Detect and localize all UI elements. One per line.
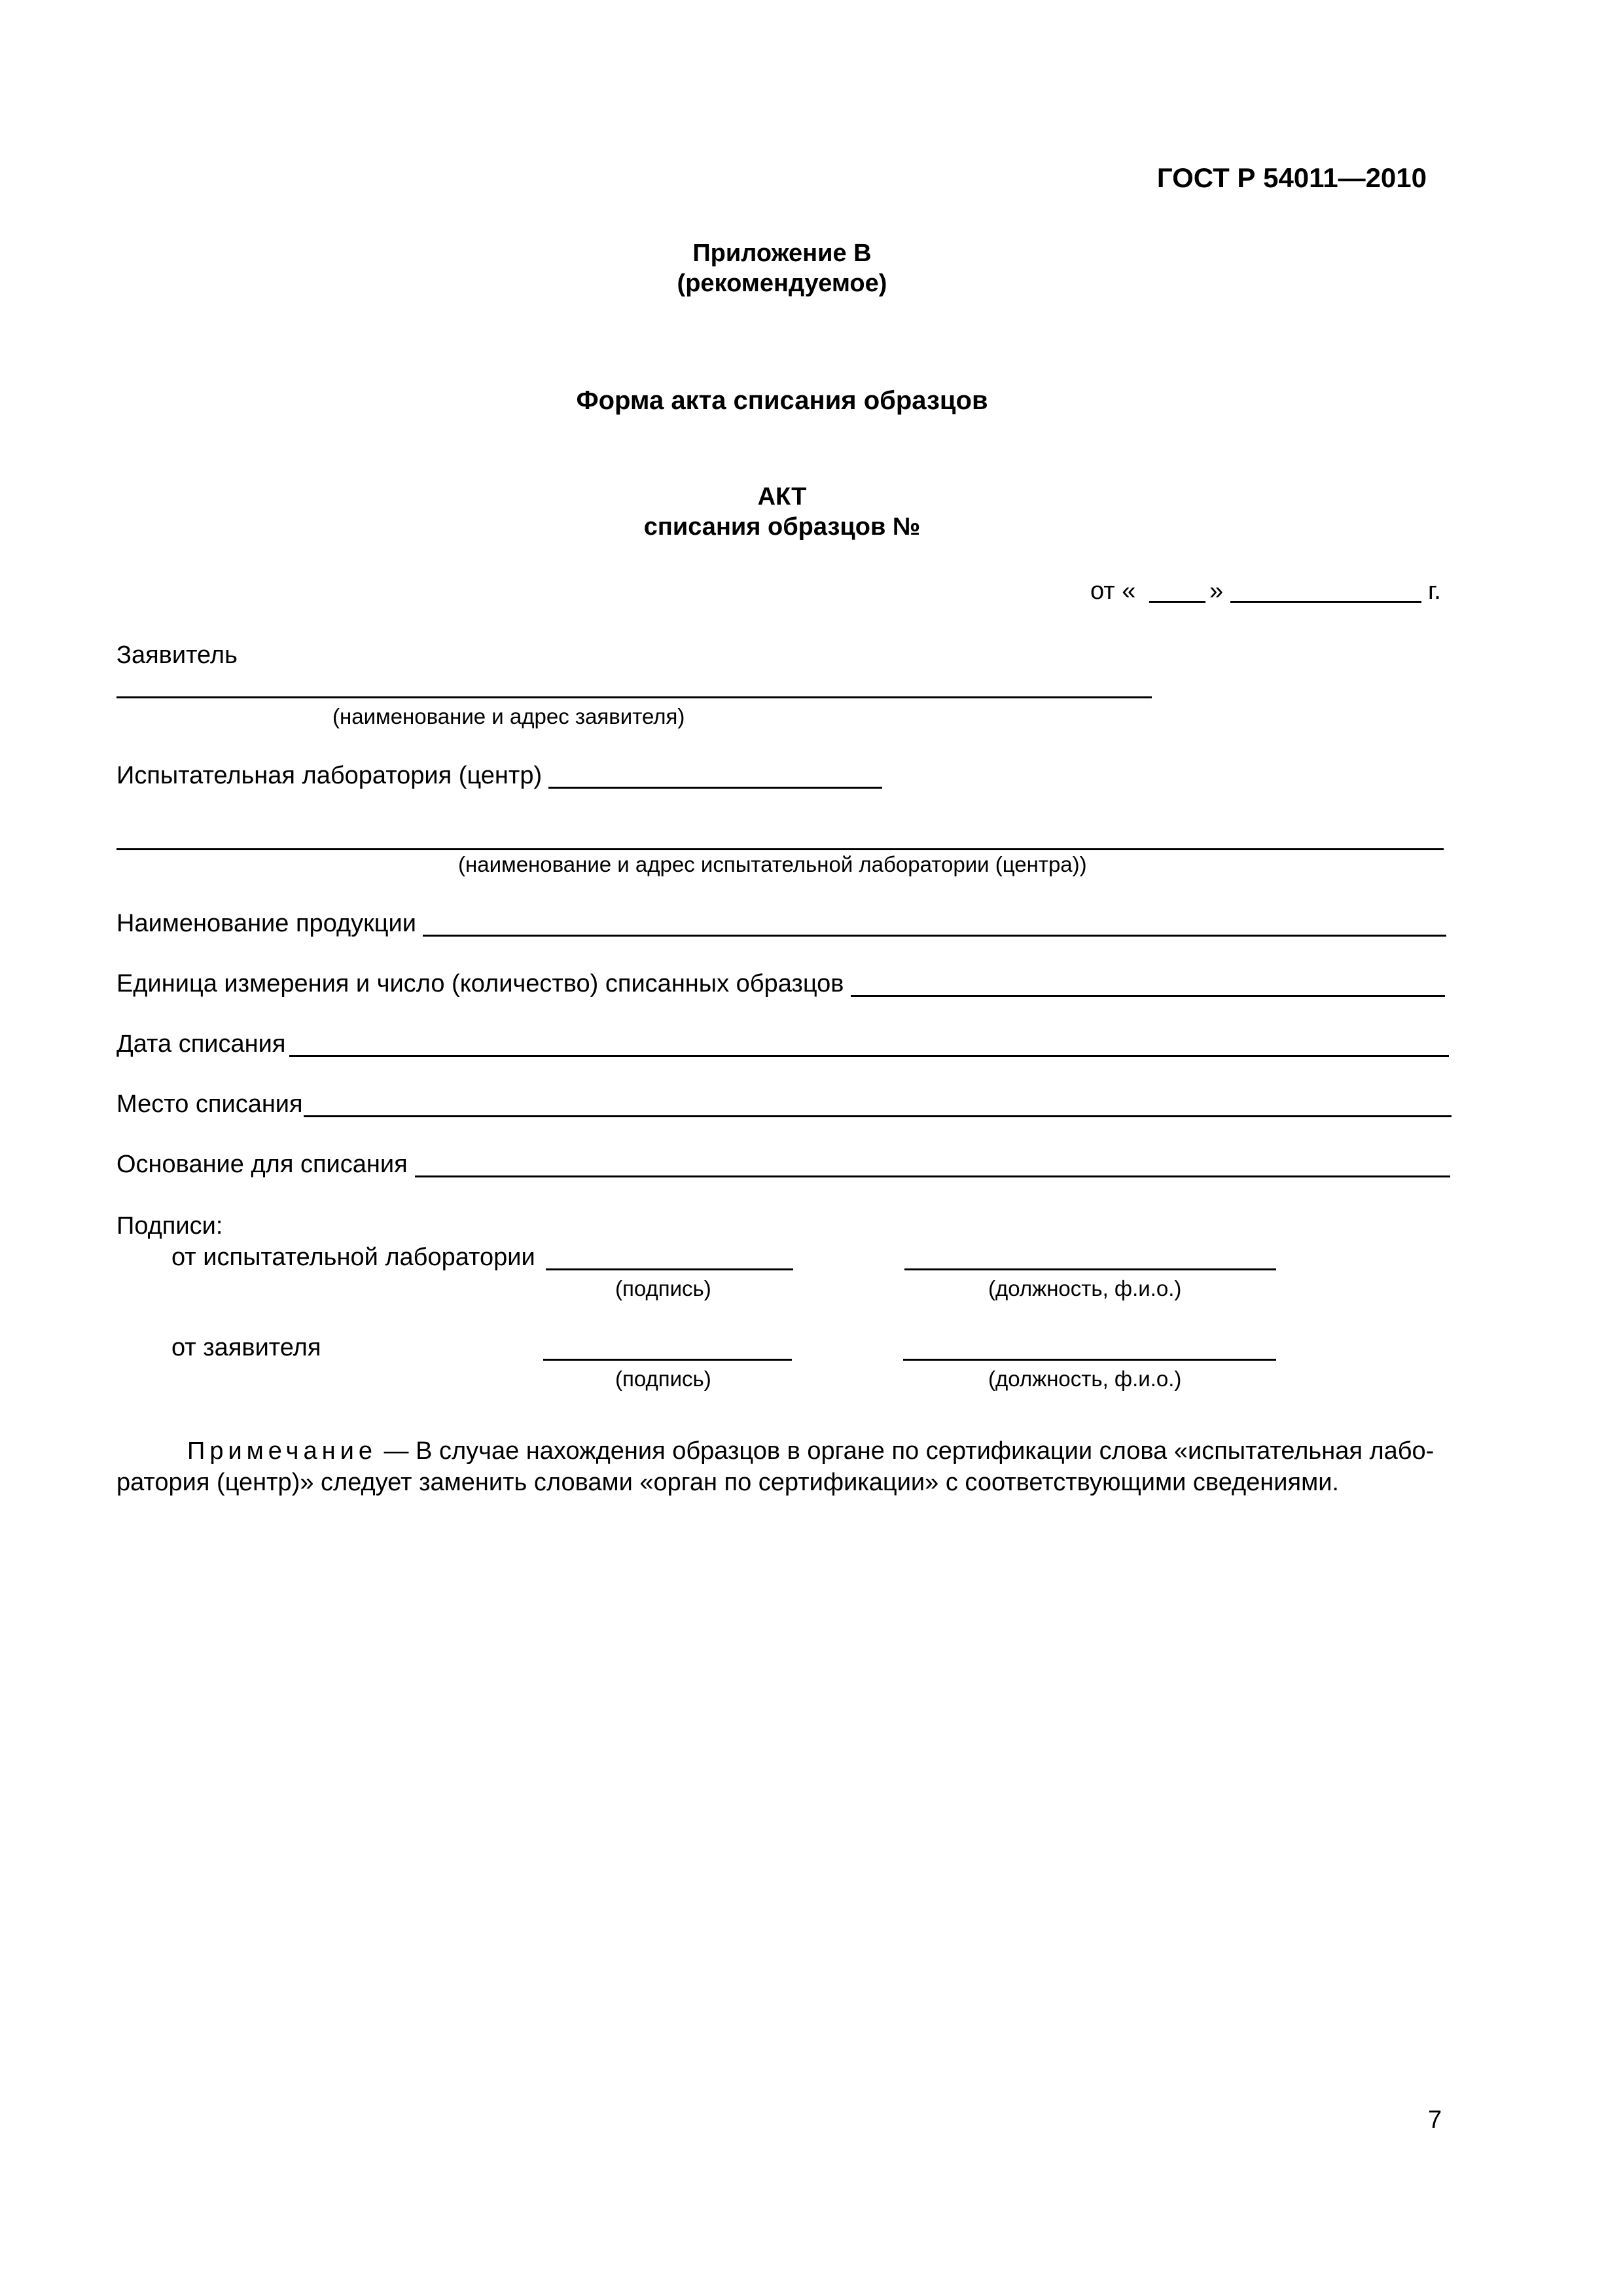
appendix-title: Приложение В [692,240,872,267]
reason-blank[interactable] [415,1175,1450,1177]
applicant-blank[interactable] [116,696,1152,698]
writeoff-date-label: Дата списания [116,1030,286,1058]
applicant-signature-caption: (подпись) [615,1367,711,1391]
reason-label: Основание для списания [116,1151,408,1178]
lab-position-caption: (должность, ф.и.о.) [988,1276,1182,1300]
page-number: 7 [1428,2106,1442,2134]
quantity-blank[interactable] [851,995,1445,997]
note-label: Примечание [187,1437,377,1465]
product-label: Наименование продукции [116,910,417,937]
date-mid: » [1209,577,1224,605]
applicant-caption: (наименование и адрес заявителя) [332,704,685,728]
lab-caption: (наименование и адрес испытательной лаборатории (центра)) [458,852,1087,876]
quantity-label: Единица измерения и число (количество) списанных образцов [116,970,844,997]
applicant-signature-label: от заявителя [171,1334,321,1361]
act-heading: АКТ [757,483,807,511]
lab-blank-2[interactable] [116,848,1444,850]
signatures-title: Подписи: [116,1212,223,1240]
act-subheading: списания образцов № [643,513,921,541]
applicant-position-caption: (должность, ф.и.о.) [988,1367,1182,1391]
day-blank[interactable] [1149,601,1205,603]
applicant-position-blank[interactable] [903,1359,1276,1361]
note-text-1: В случае нахождения образцов в органе по сертификации слова «испытательная лабо- [416,1437,1435,1465]
note-line-1 [187,1437,1434,1465]
lab-label: Испытательная лаборатория (центр) [116,762,543,789]
date-prefix: от « [1090,577,1136,605]
date-suffix: г. [1428,577,1441,605]
month-year-blank[interactable] [1230,601,1421,603]
applicant-signature-blank[interactable] [543,1359,792,1361]
lab-position-blank[interactable] [904,1268,1276,1270]
product-blank[interactable] [423,935,1446,937]
note-dash: — [383,1437,409,1465]
lab-signature-caption: (подпись) [615,1276,711,1300]
lab-signature-blank[interactable] [546,1268,793,1270]
place-label: Место списания [116,1090,303,1118]
appendix-status: (рекомендуемое) [677,270,887,297]
writeoff-date-blank[interactable] [289,1055,1449,1057]
place-blank[interactable] [304,1115,1452,1117]
note-text-2: ратория (центр)» следует заменить словами «орган по сертификации» с соответствующими сведениями. [116,1469,1339,1496]
lab-signature-label: от испытательной лаборатории [171,1244,535,1271]
standard-number: ГОСТ Р 54011—2010 [1156,162,1427,193]
lab-blank-1[interactable] [548,787,882,789]
applicant-label: Заявитель [116,641,238,669]
form-title: Форма акта списания образцов [576,386,988,415]
